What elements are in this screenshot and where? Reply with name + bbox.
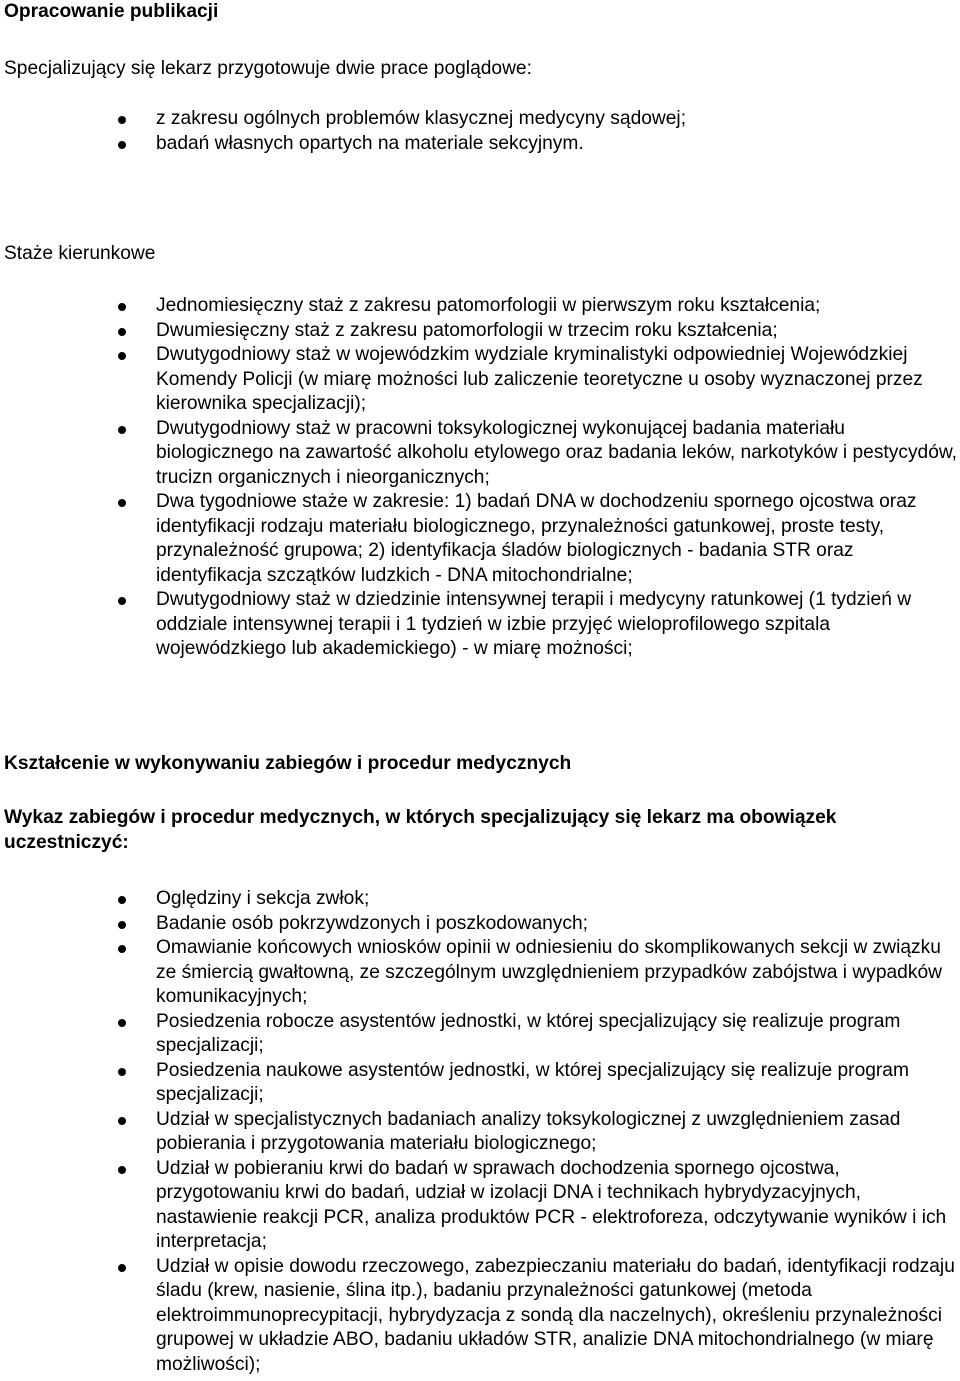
bullet-icon bbox=[118, 597, 126, 605]
bullet-icon bbox=[118, 921, 126, 929]
bullet-icon bbox=[118, 116, 126, 124]
bullet-icon bbox=[118, 945, 126, 953]
bullet-icon bbox=[118, 141, 126, 149]
section-heading-procedures: Kształcenie w wykonywaniu zabiegów i procedur medycznych bbox=[4, 753, 572, 774]
publications-intro: Specjalizujący się lekarz przygotowuje dwie prace poglądowe: bbox=[4, 58, 532, 79]
list-item: Dwutygodniowy staż w pracowni toksykologicznej wykonującej badania materiału biologicznego na zawartość alkoholu etylowego oraz badania leków, narkotyków i pestycydów, trucizn organicznych i nieorganicznych; bbox=[0, 417, 960, 491]
list-item: Posiedzenia naukowe asystentów jednostki, w której specjalizujący się realizuje program specjalizacji; bbox=[0, 1059, 960, 1108]
bullet-icon bbox=[118, 896, 126, 904]
list-item: z zakresu ogólnych problemów klasycznej medycyny sądowej; bbox=[0, 107, 960, 132]
section-heading-internships: Staże kierunkowe bbox=[4, 243, 156, 264]
list-item: Badanie osób pokrzywdzonych i poszkodowanych; bbox=[0, 912, 960, 937]
section-heading-publications: Opracowanie publikacji bbox=[4, 1, 219, 22]
list-item: Jednomiesięczny staż z zakresu patomorfologii w pierwszym roku kształcenia; bbox=[0, 294, 960, 319]
list-item: Dwutygodniowy staż w dziedzinie intensywnej terapii i medycyny ratunkowej (1 tydzień w oddziale intensywnej terapii i 1 tydzień w izbie przyjęć wieloprofilowego szpitala wojewódzkiego lub akademickiego) - w miarę możności; bbox=[0, 588, 960, 662]
list-item: Udział w pobieraniu krwi do badań w sprawach dochodzenia spornego ojcostwa, przygotowaniu krwi do badań, udział w izolacji DNA i technikach hybrydyzacyjnych, nastawienie reakcji PCR, analiza produktów PCR - elektroforeza, odczytywanie wyników i ich interpretacja; bbox=[0, 1157, 960, 1255]
list-item: badań własnych opartych na materiale sekcyjnym. bbox=[0, 132, 960, 157]
procedures-subheading: Wykaz zabiegów i procedur medycznych, w których specjalizujący się lekarz ma obowiązek uczestniczyć: bbox=[4, 807, 837, 853]
bullet-icon bbox=[118, 1068, 126, 1076]
bullet-icon bbox=[118, 499, 126, 507]
list-item: Dwutygodniowy staż w wojewódzkim wydziale kryminalistyki odpowiedniej Wojewódzkiej Komendy Policji (w miarę możności lub zaliczenie teoretyczne u osoby wyznaczonej przez kierownika specjalizacji); bbox=[0, 343, 960, 417]
bullet-icon bbox=[118, 1166, 126, 1174]
list-item: Oględziny i sekcja zwłok; bbox=[0, 887, 960, 912]
list-item: Udział w specjalistycznych badaniach analizy toksykologicznej z uwzględnieniem zasad pobierania i przygotowania materiału biologicznego; bbox=[0, 1108, 960, 1157]
bullet-icon bbox=[118, 426, 126, 434]
bullet-icon bbox=[118, 1264, 126, 1272]
list-item: Dwumiesięczny staż z zakresu patomorfologii w trzecim roku kształcenia; bbox=[0, 319, 960, 344]
bullet-icon bbox=[118, 328, 126, 336]
procedures-list bbox=[0, 887, 960, 1377]
list-item: Omawianie końcowych wniosków opinii w odniesieniu do skomplikowanych sekcji w związku ze śmiercią gwałtowną, ze szczególnym uwzględnieniem przypadków zabójstwa i wypadków komunikacyjnych; bbox=[0, 936, 960, 1010]
internships-list bbox=[0, 294, 960, 662]
bullet-icon bbox=[118, 1117, 126, 1125]
bullet-icon bbox=[118, 303, 126, 311]
publications-list bbox=[0, 107, 960, 156]
bullet-icon bbox=[118, 1019, 126, 1027]
list-item: Udział w opisie dowodu rzeczowego, zabezpieczaniu materiału do badań, identyfikacji rodzaju śladu (krew, nasienie, ślina itp.), badaniu przynależności gatunkowej (metoda elektroimmunoprecypitacji, hybrydyzacja z sondą dla naczelnych), określeniu przynależności grupowej w układzie ABO, badaniu układów STR, analizie DNA mitochondrialnego (w miarę możliwości); bbox=[0, 1255, 960, 1378]
list-item: Dwa tygodniowe staże w zakresie: 1) badań DNA w dochodzeniu spornego ojcostwa oraz identyfikacji rodzaju materiału biologicznego, przynależności gatunkowej, proste testy, przynależność grupowa; 2) identyfikacja śladów biologicznych - badania STR oraz identyfikacja szczątków ludzkich - DNA mitochondrialne; bbox=[0, 490, 960, 588]
list-item: Posiedzenia robocze asystentów jednostki, w której specjalizujący się realizuje program specjalizacji; bbox=[0, 1010, 960, 1059]
bullet-icon bbox=[118, 352, 126, 360]
